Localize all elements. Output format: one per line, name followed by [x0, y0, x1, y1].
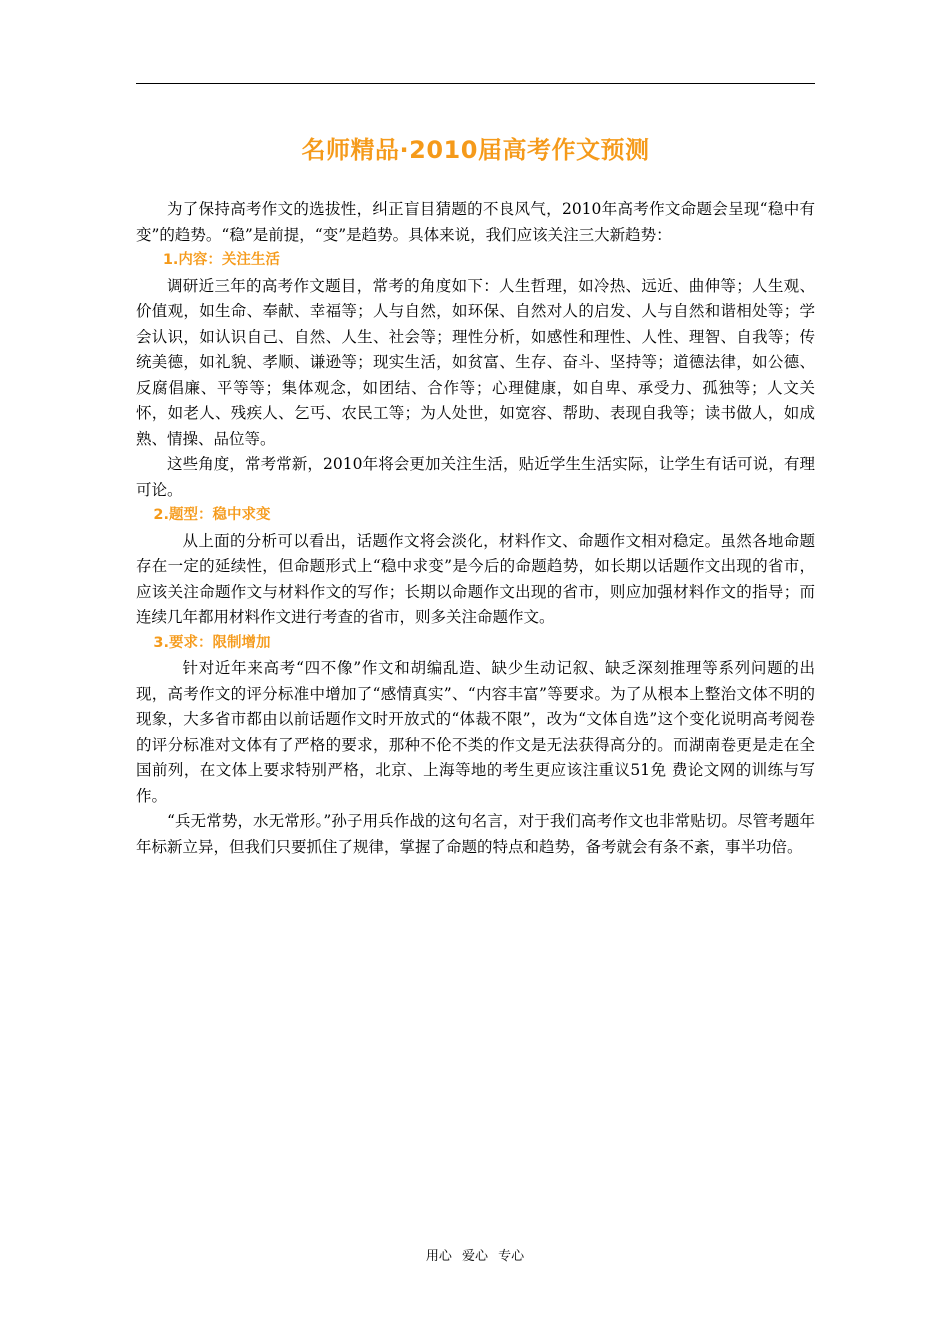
section-heading-question-type: 2.题型：稳中求变	[153, 507, 271, 523]
page-footer: 用心 爱心 专心	[425, 1249, 525, 1264]
section-1-paragraph-2: 这些角度，常考常新，2010年将会更加关注生活，贴近学生生活实际，让学生有话可说，有理可论。	[136, 455, 815, 499]
document-body	[136, 197, 815, 860]
section-2-paragraph-1: 从上面的分析可以看出，话题作文将会淡化，材料作文、命题作文相对稳定。虽然各地命题存在一定的延续性，但命题形式上“稳中求变”是今后的命题趋势，如长期以话题作文出现的省市，应该关注命题作文与材料作文的写作；长期以命题作文出现的省市，则应加强材料作文的指导；而连续几年都用材料作文进行考查的省市，则多关注命题作文。	[136, 531, 815, 626]
section-3-paragraph-1: 针对近年来高考“四不像”作文和胡编乱造、缺少生动记叙、缺乏深刻推理等系列问题的出现，高考作文的评分标准中增加了“感情真实”、“内容丰富”等要求。为了从根本上整治文体不明的现象，大多省市都由以前话题作文时开放式的“体裁不限”，改为“文体自选”这个变化说明高考阅卷的评分标准对文体有了严格的要求，那种不伦不类的作文是无法获得高分的。而湖南卷更是走在全国前列，在文体上要求特别严格，北京、上海等地的考生更应该注重议51免 费论文网的训练与写作。	[136, 659, 815, 805]
header-rule	[136, 83, 815, 84]
section-heading-requirements: 3.要求：限制增加	[153, 634, 271, 651]
section-1-paragraph-1: 调研近三年的高考作文题目，常考的角度如下：人生哲理，如冷热、远近、曲伸等；人生观、价值观，如生命、奉献、幸福等；人与自然，如环保、自然对人的启发、人与自然和谐相处等；学会认识，如认识自己、自然、人生、社会等；理性分析，如感性和理性、人性、理智、自我等；传统美德，如礼貌、孝顺、谦逊等；现实生活，如贫富、生存、奋斗、坚持等；道德法律，如公德、反腐倡廉、平等等；集体观念，如团结、合作等；心理健康，如自卑、承受力、孤独等；人文关怀，如老人、残疾人、乞丐、农民工等；为人处世，如宽容、帮助、表现自我等；读书做人，如成熟、情操、品位等。	[136, 276, 815, 448]
conclusion-paragraph: “兵无常势，水无常形。”孙子用兵作战的这句名言，对于我们高考作文也非常贴切。尽管考题年年标新立异，但我们只要抓住了规律，掌握了命题的特点和趋势，备考就会有条不紊，事半功倍。	[136, 812, 815, 856]
intro-paragraph: 为了保持高考作文的选拔性，纠正盲目猜题的不良风气，2010年高考作文命题会呈现“稳中有变”的趋势。“稳”是前提，“变”是趋势。具体来说，我们应该关注三大新趋势：	[136, 200, 815, 244]
section-heading-content: 1.内容：关注生活	[162, 252, 280, 268]
document-title: 名师精品·2010届高考作文预测	[301, 136, 650, 164]
